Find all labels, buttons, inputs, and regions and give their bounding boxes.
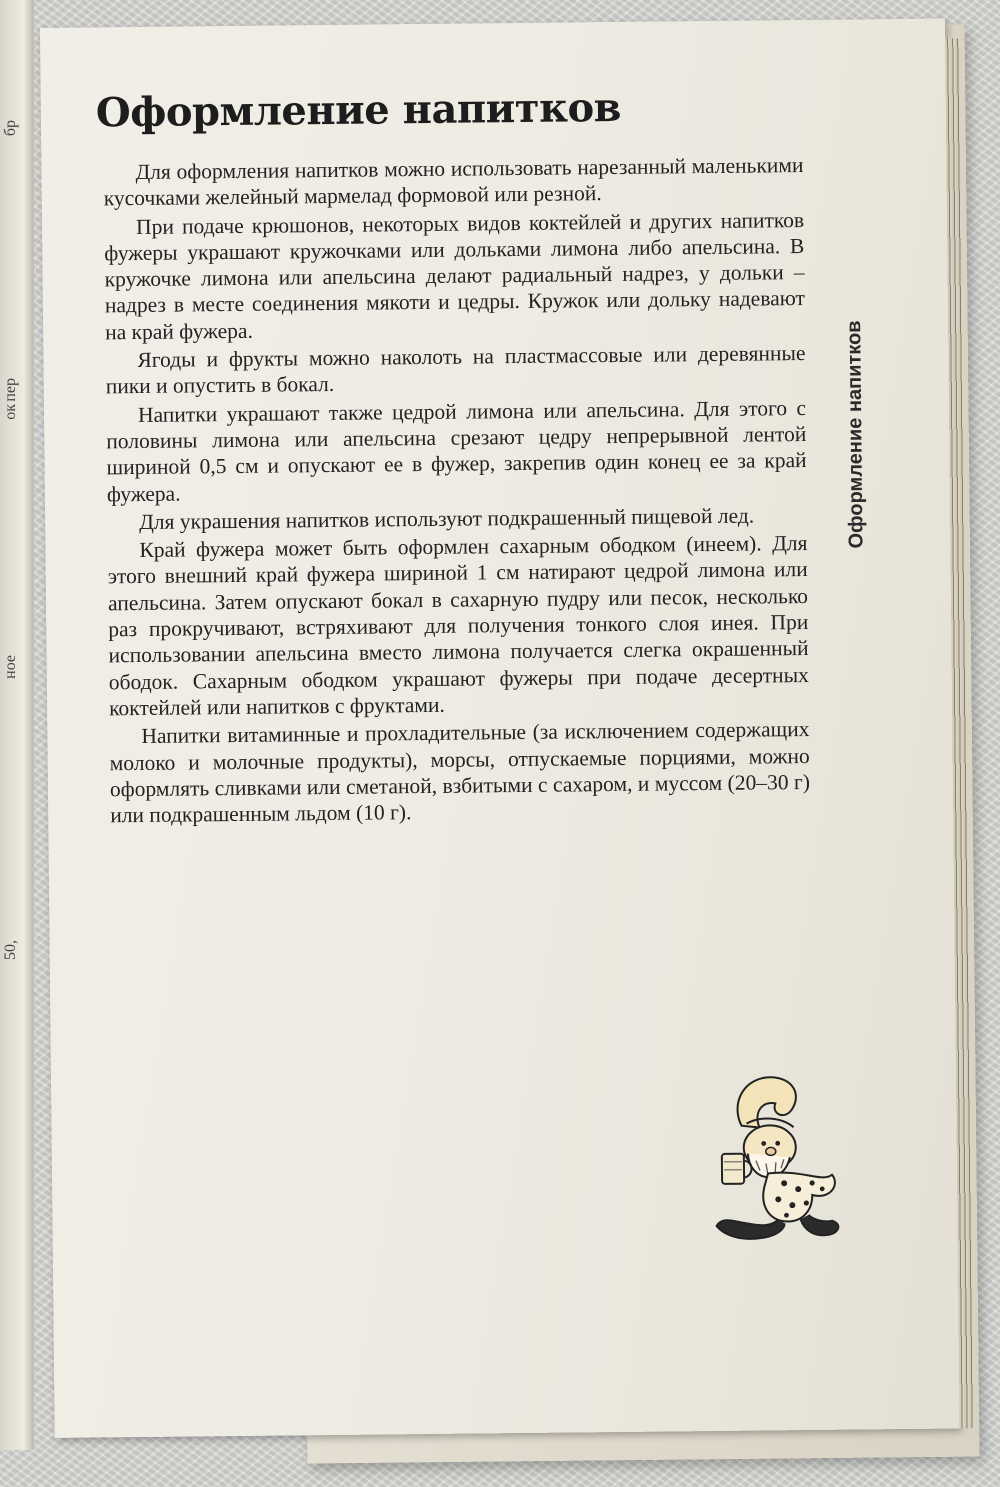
left-page-fragment: ок — [2, 404, 19, 420]
running-head: Оформление напитков — [843, 320, 868, 549]
paragraph: Ягоды и фрукты можно наколоть на пластмассовые или деревянные пики и опустить в бокал. — [105, 341, 806, 399]
page-title: Оформление напитков — [95, 83, 622, 137]
paragraph: При подаче крюшонов, некоторых видов коктейлей и других напитков фужеры украшают кружочками или дольками лимона либо апельсина. В кружочке лимона или апельсина делают радиальный надрез, у дольки – надрез в месте соединения мякоти и цедры. Кружок или дольку надевают на край фужера. — [104, 207, 806, 345]
left-page-edge — [0, 0, 34, 1450]
paragraph: Край фужера может быть оформлен сахарным ободком (инеем). Для этого внешний край фужера шириной 1 см натирают цедрой лимона или апельсина. Затем опускают бокал в сахарную пудру или песок, несколько раз прокручивают, встряхивают для получения тонкого слоя инея. При использовании апельсина вместо лимона получается слегка окрашенный ободок. Сахарным ободком украшают фужеры при подаче десертных коктейлей или напитков с фруктами. — [107, 531, 809, 721]
gnome-with-mug-icon — [671, 1065, 843, 1247]
book-page — [40, 19, 960, 1438]
paragraph: Напитки украшают также цедрой лимона или апельсина. Для этого с половины лимона или апельсина срезают цедру непрерывной лентой шириной 0,5 см и опускают ее в фужер, закрепив один конец ее за край фужера. — [106, 395, 807, 506]
paragraph: Для украшения напитков используют подкрашенный пищевой лед. — [139, 503, 755, 534]
body-text — [103, 152, 810, 831]
left-page-fragment: бр — [2, 120, 19, 137]
left-page-fragment: пер — [2, 378, 19, 402]
paragraph: Для оформления напитков можно использовать нарезанный маленькими кусочками желейный мармелад формовой или резной. — [103, 153, 804, 211]
paragraph: Напитки витаминные и прохладительные (за исключением содержащих молоко и молочные продукты), морсы, отпускаемые порциями, можно оформлять сливками или сметаной, взбитыми с сахаром, и муссом (20–30 г) или подкрашенным льдом (10 г). — [109, 717, 811, 828]
left-page-fragment: ное — [2, 655, 19, 679]
left-page-fragment: 50, — [2, 940, 19, 960]
